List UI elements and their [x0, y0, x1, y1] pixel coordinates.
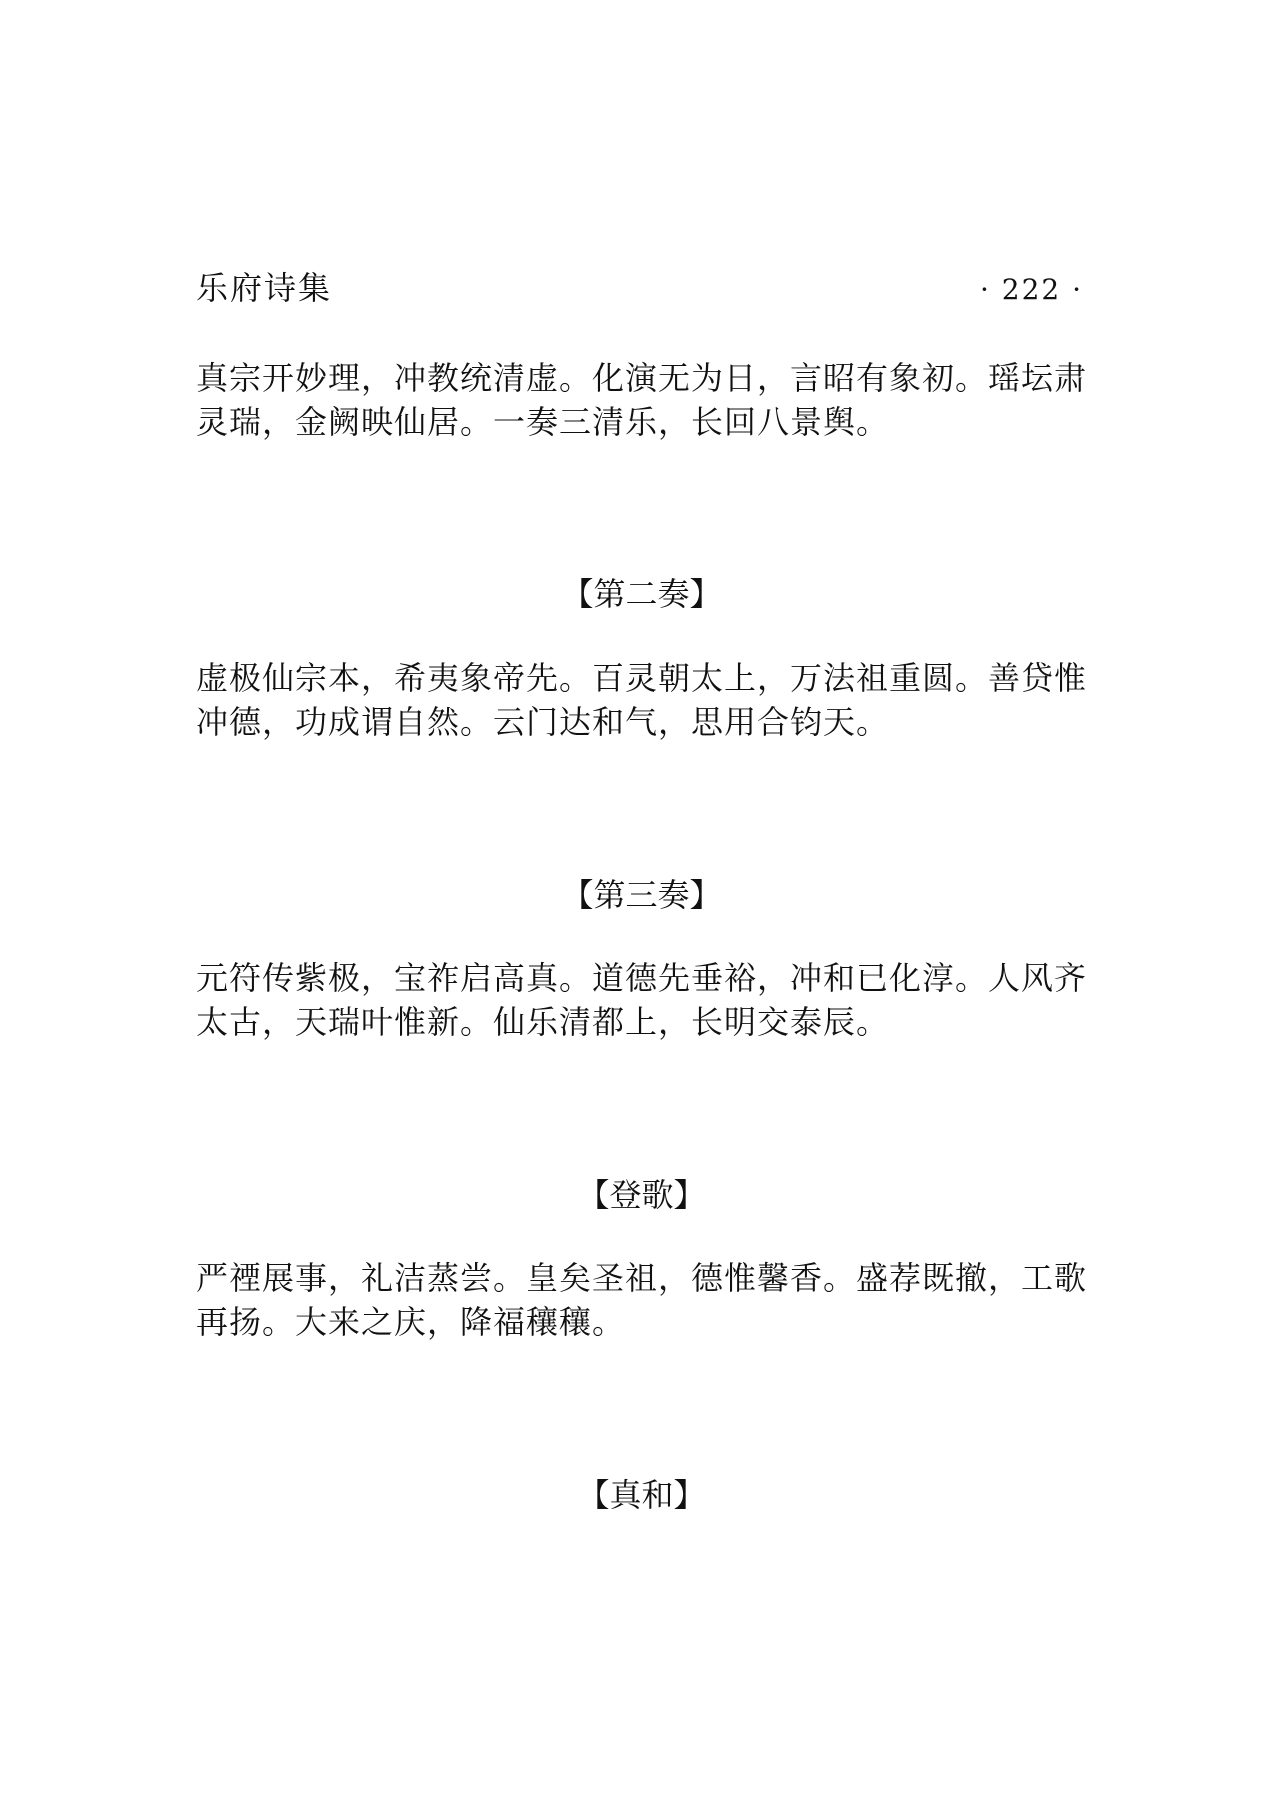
section-heading-2: 【第二奏】 — [561, 575, 722, 613]
poem-text-1: 真宗开妙理，冲教统清虚。化演无为日，言昭有象初。瑶坛肃灵瑞，金阙映仙居。一奏三清乐，长回八景舆。 — [196, 359, 1088, 441]
poem-text-4: 严禋展事，礼洁蒸尝。皇矣圣祖，德惟馨香。盛荐既撤，工歌再扬。大来之庆，降福穰穰。 — [196, 1259, 1088, 1341]
page-number: · 222 · — [979, 273, 1083, 306]
book-title: 乐府诗集 — [196, 269, 333, 307]
section-heading-3: 【第三奏】 — [561, 876, 722, 914]
poem-text-2: 虚极仙宗本，希夷象帝先。百灵朝太上，万法祖重圆。善贷惟冲德，功成谓自然。云门达和气，思用合钧天。 — [196, 659, 1088, 741]
poem-text-3: 元符传紫极，宝祚启高真。道德先垂裕，冲和已化淳。人风齐太古，天瑞叶惟新。仙乐清都上，长明交泰辰。 — [196, 959, 1088, 1041]
section-heading-5: 【真和】 — [577, 1476, 706, 1514]
section-heading-4: 【登歌】 — [577, 1176, 706, 1214]
